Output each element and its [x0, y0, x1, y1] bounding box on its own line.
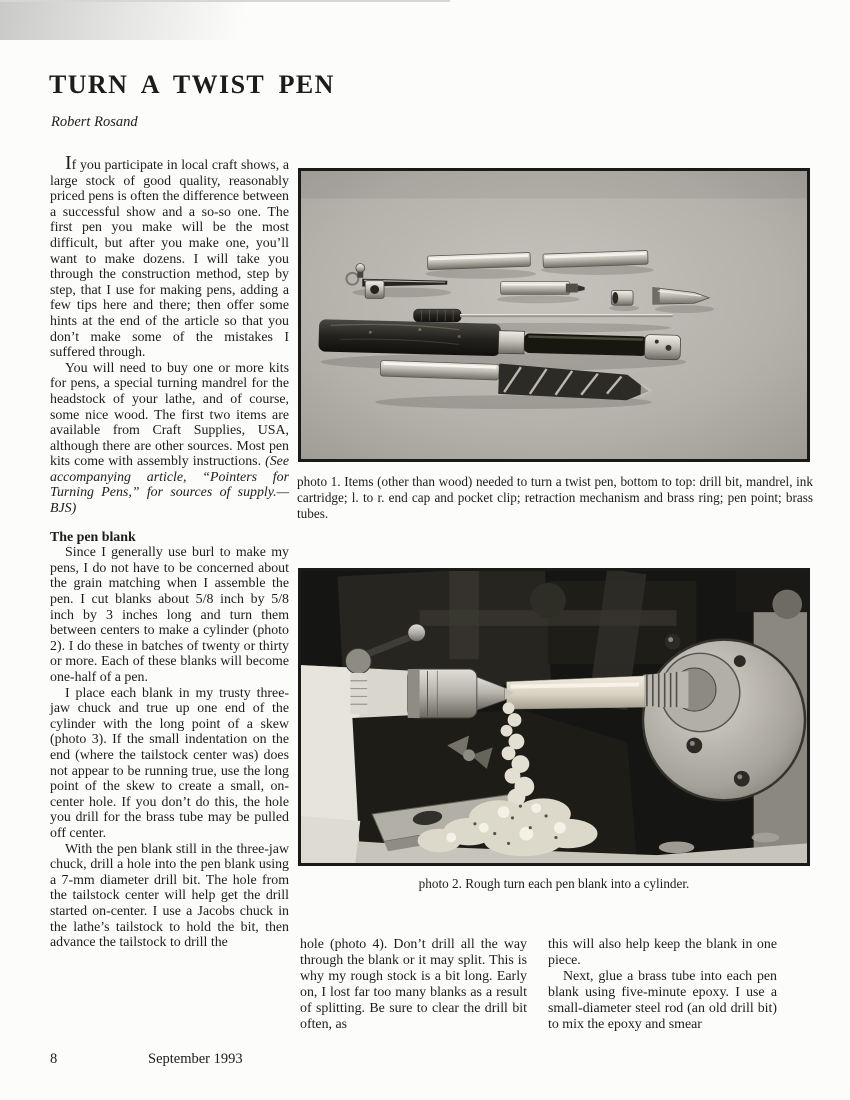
section-heading: The pen blank: [50, 529, 136, 545]
body-paragraph: Next, glue a brass tube into each pen blank using five-minute epoxy. I use a small-diameter steel rod (an old drill bit) to mix the epoxy and smear: [548, 969, 777, 1033]
scan-edge-line: [0, 0, 450, 2]
article-title: TURN A TWIST PEN: [49, 70, 335, 99]
body-paragraph: With the pen blank still in the three-jaw chuck, drill a hole into the pen blank using a 7-mm diameter drill bit. The hole from the tailstock center will help get the drill started on-center. I use a Jacobs chuck in the lathe’s tailstock to hold the bit, then advance the tailstock to drill the: [50, 841, 289, 951]
photo-2-frame: [298, 568, 810, 866]
right-column: [548, 937, 777, 1034]
paragraph-text: You will need to buy one or more kits for pens, a special turning mandrel for the headstock of your lathe, and of course, some nice wood. The first two items are available from Craft Supplies, USA, although there are other sources. Most pen kits come with assembly instructions.: [50, 360, 289, 470]
pen-parts-photo: [301, 171, 807, 459]
body-paragraph: hole (photo 4). Don’t drill all the way through the blank or it may split. This is why my rough stock is a bit long. Early on, I lost far too many blanks as a result of splitting. Be sure to clear the drill bit often, as: [300, 937, 527, 1033]
lathe-photo: [301, 571, 807, 863]
body-paragraph: this will also help keep the blank in one piece.: [548, 937, 777, 969]
body-paragraph: [50, 153, 289, 361]
photo-1-frame: [298, 168, 810, 462]
scan-artifact: [0, 0, 285, 40]
footer-page-number: 8: [50, 1051, 58, 1067]
author-byline: Robert Rosand: [51, 114, 138, 130]
photo-2-caption: photo 2. Rough turn each pen blank into a cylinder.: [418, 876, 690, 891]
body-paragraph: [50, 361, 289, 517]
middle-column: [300, 937, 527, 1034]
photo-1-caption: photo 1. Items (other than wood) needed to turn a twist pen, bottom to top: drill bit, mandrel, ink cartridge; l. to r. end cap and pocket clip; retraction mechanism and brass ring; pen point; brass tubes.: [297, 474, 813, 522]
footer-issue-date: September 1993: [148, 1051, 243, 1067]
initial-capital: I: [65, 152, 72, 174]
editor-note-italic: (See accompanying article, “Pointers for Turning Pens,” for sources of supply.—BJS): [50, 454, 289, 517]
body-paragraph: I place each blank in my trusty three-jaw chuck and true up one end of the cylinder with the long point of a skew (photo 3). If the small indentation on the end (where the tailstock center was) does not appear to be running true, use the long point of the skew to create a small, on-center hole. If you don’t do this, the hole you drill for the brass tube may be pulled off center.: [50, 685, 289, 841]
body-paragraph: Since I generally use burl to make my pens, I do not have to be concerned about the grain matching when I assemble the pen. I cut blanks about 5/8 inch by 5/8 inch by 3 inches long and turn them between centers to make a cylinder (photo 2). I do these in batches of twenty or thirty or more. Each of these blanks will become one-half of a pen.: [50, 545, 289, 685]
paragraph-text: f you participate in local craft shows, a large stock of good quality, reasonably priced pens is often the difference between a successful show and a so-so one. The first pen you make will be the most difficult, but after you make one, you’ll want to make dozens. I will take you through the construction method, step by step, that I use for making pens, adding a few tips here and there; then offer some hints at the end of the article so that you don’t make some of the mistakes I suffered through.: [50, 158, 289, 361]
left-column: [50, 153, 289, 951]
